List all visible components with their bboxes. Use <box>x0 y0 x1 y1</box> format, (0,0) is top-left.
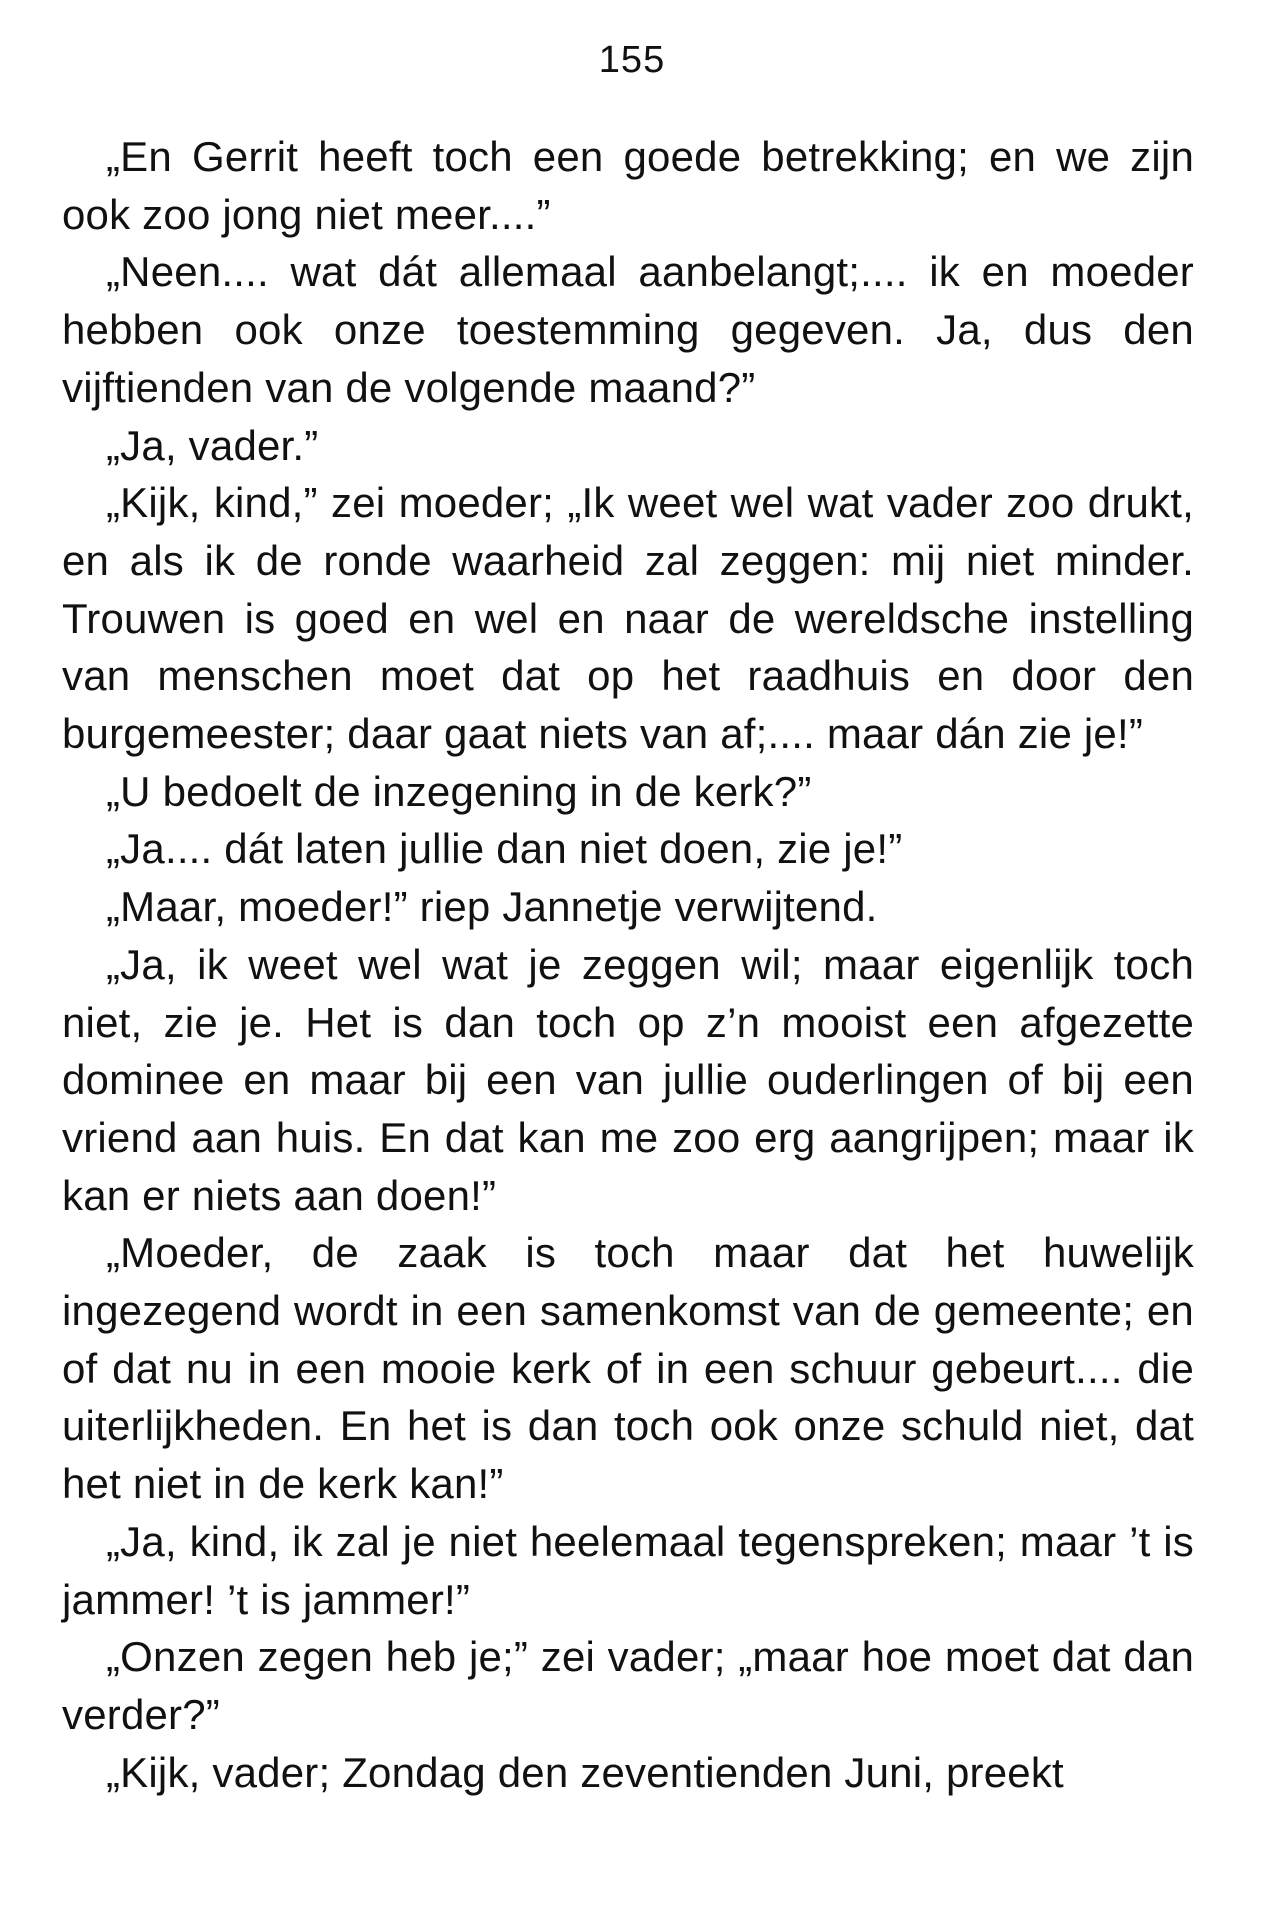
paragraph: „Onzen zegen heb je;” zei vader; „maar hoe moet dat dan verder?” <box>62 1633 1194 1738</box>
paragraph: „Kijk, kind,” zei moeder; „Ik weet wel wat vader zoo drukt, en als ik de ronde waarheid zal zeggen: mij niet minder. Trouwen is goed en wel en naar de wereldsche instelling van menschen moet dat op het raadhuis en door den burgemeester; daar gaat niets van af;.... maar dán zie je!” <box>62 479 1194 758</box>
paragraph: „Kijk, vader; Zondag den zeventienden Juni, preekt <box>106 1748 1064 1796</box>
paragraph: „Ja, vader.” <box>106 421 319 469</box>
paragraph: „Maar, moeder!” riep Jannetje verwijtend. <box>106 883 878 931</box>
paragraph: „En Gerrit heeft toch een goede betrekking; en we zijn ook zoo jong niet meer....” <box>62 133 1194 238</box>
paragraph: „U bedoelt de inzegening in de kerk?” <box>106 767 812 815</box>
paragraph: „Moeder, de zaak is toch maar dat het huwelijk ingezegend wordt in een samenkomst van de gemeente; en of dat nu in een mooie kerk of in een schuur gebeurt.... die uiterlijkheden. En het is dan toch ook onze schuld niet, dat het niet in de kerk kan!” <box>62 1229 1194 1508</box>
paragraph: „Neen.... wat dát allemaal aanbelangt;.... ik en moeder hebben ook onze toestemming gegeven. Ja, dus den vijftienden van de volgende maand?” <box>62 248 1194 411</box>
body-text <box>62 128 1194 1801</box>
page-number: 155 <box>598 39 666 81</box>
paragraph: „Ja, ik weet wel wat je zeggen wil; maar eigenlijk toch niet, zie je. Het is dan toch op z’n mooist een afgezette dominee en maar bij een van jullie ouderlingen of bij een vriend aan huis. En dat kan me zoo erg aangrijpen; maar ik kan er niets aan doen!” <box>62 940 1194 1219</box>
paragraph: „Ja, kind, ik zal je niet heelemaal tegenspreken; maar ’t is jammer! ’t is jammer!” <box>62 1517 1194 1623</box>
paragraph: „Ja.... dát laten jullie dan niet doen, zie je!” <box>106 825 903 873</box>
